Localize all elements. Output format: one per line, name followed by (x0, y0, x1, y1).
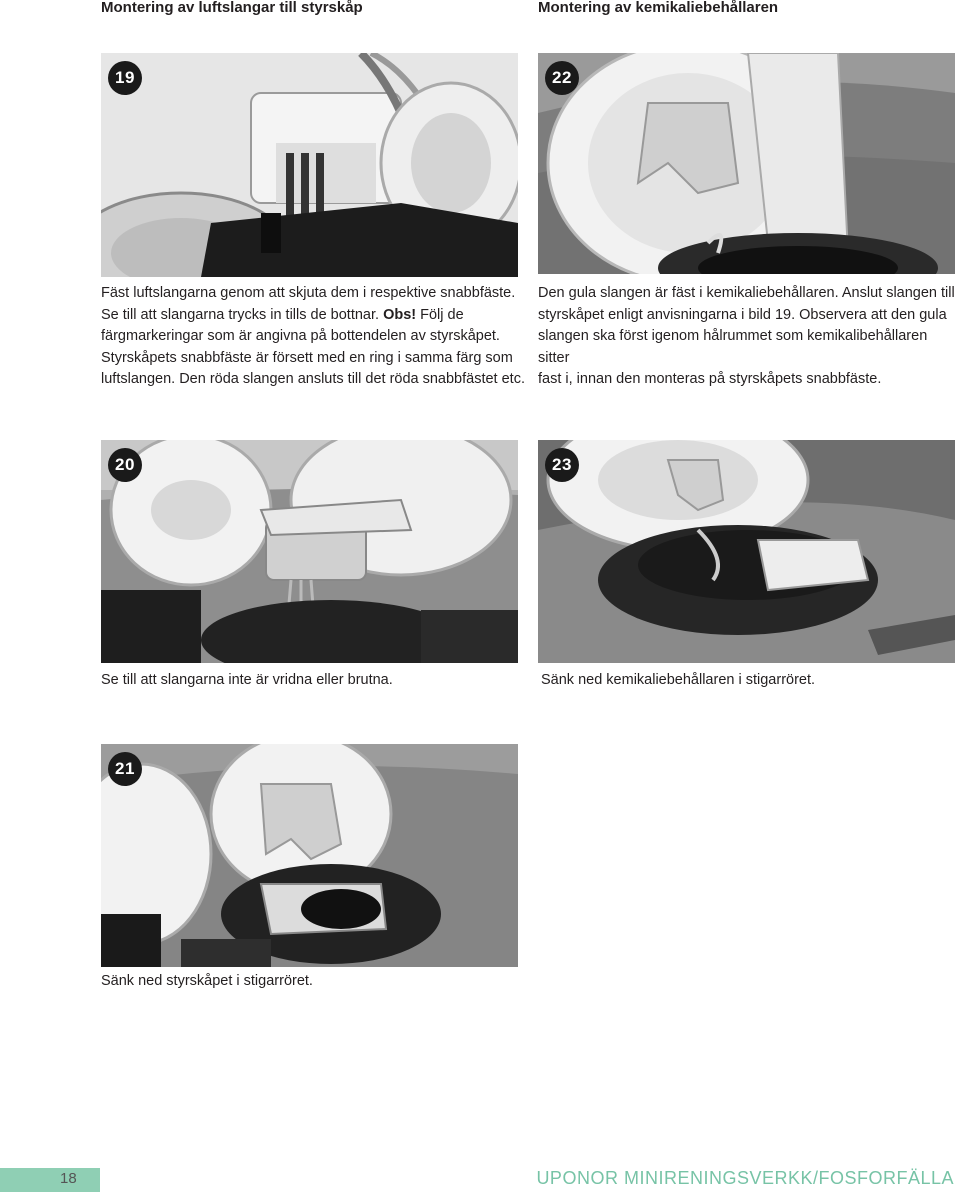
caption-line: slangen ska först igenom hålrummet som kemikalibehållaren sitter (538, 328, 928, 366)
caption-line: fast i, innan den monteras på styrskåpets snabbfäste. (538, 371, 882, 387)
step-badge-23: 23 (545, 448, 579, 482)
step-21-photo (101, 744, 518, 967)
step-23-photo (538, 440, 955, 663)
step-badge-19: 19 (108, 61, 142, 95)
caption-text: Följ de (416, 306, 464, 323)
caption-note-bold: Obs! (383, 306, 417, 323)
step-20-photo (101, 440, 518, 663)
step-badge-21: 21 (108, 752, 142, 786)
footer-accent-bar (0, 1168, 100, 1192)
step-19-caption (101, 283, 531, 391)
caption-text: Se till att slangarna trycks in tills de bottnar. (101, 306, 384, 323)
section-heading-air-hoses: Montering av luftslangar till styrskåp (101, 0, 363, 16)
page-number: 18 (60, 1170, 77, 1187)
step-badge-20: 20 (108, 448, 142, 482)
caption-line: luftslangen. Den röda slangen ansluts till det röda snabbfästet etc. (101, 371, 525, 387)
caption-line: styrskåpet enligt anvisningarna i bild 19. Observera att den gula (538, 306, 947, 323)
caption-line (101, 305, 531, 327)
caption-line: Den gula slangen är fäst i kemikaliebehållaren. Anslut slangen till (538, 285, 955, 301)
section-heading-chemical-container: Montering av kemikaliebehållaren (538, 0, 779, 16)
caption-line: Styrskåpets snabbfäste är försett med en ring i samma färg som (101, 349, 513, 366)
step-22-photo (538, 53, 955, 274)
step-22-caption (538, 283, 958, 391)
caption-line: Fäst luftslangarna genom att skjuta dem i respektive snabbfäste. (101, 285, 516, 301)
step-23-caption: Sänk ned kemikaliebehållaren i stigarröret. (541, 672, 816, 688)
step-20-caption: Se till att slangarna inte är vridna eller brutna. (101, 672, 393, 688)
step-19-photo (101, 53, 518, 277)
step-21-caption: Sänk ned styrskåpet i stigarröret. (101, 973, 313, 989)
brand-title: UPONOR MINIRENINGSVERKK/FOSFORFÄLLA (536, 1168, 954, 1188)
step-badge-22: 22 (545, 61, 579, 95)
caption-line: färgmarkeringar som är angivna på bottendelen av styrskåpet. (101, 328, 500, 344)
